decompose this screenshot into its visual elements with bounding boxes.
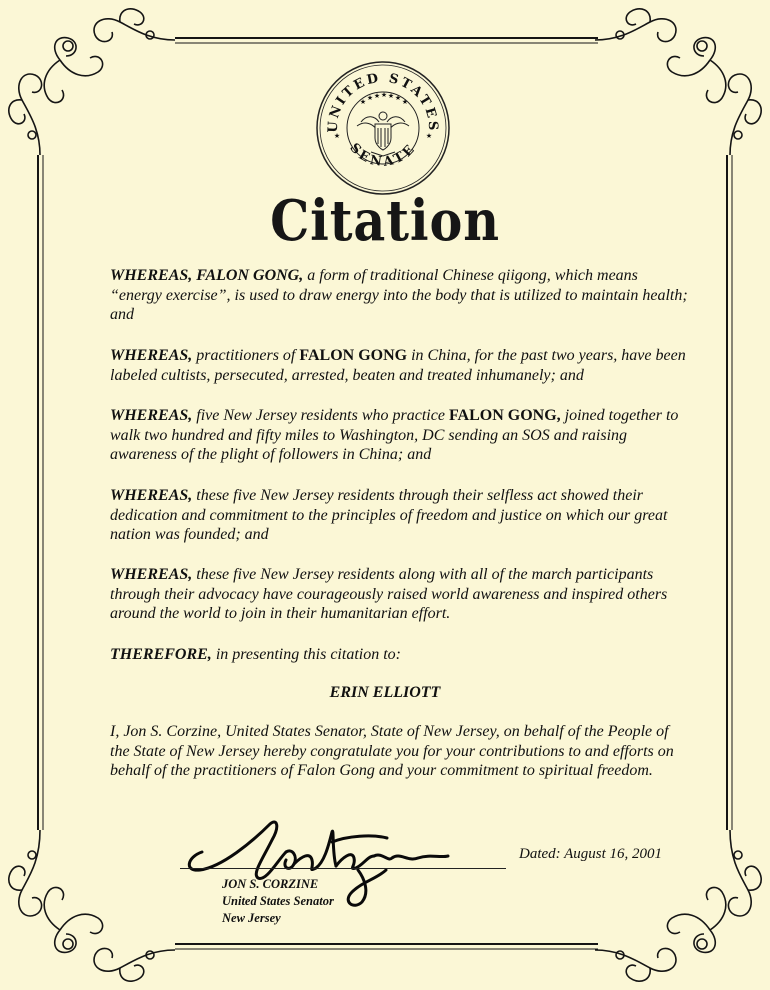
paragraph-text: joined together to walk two hundred and fifty miles to Washington, DC sending an SOS and raising awareness of the plight of followers in China; and [110, 407, 679, 463]
svg-text:★: ★ [359, 98, 367, 106]
recipient-name: ERIN ELLIOTT [329, 684, 441, 701]
therefore-paragraph [110, 645, 690, 665]
paragraph-lead: WHEREAS, [110, 407, 193, 424]
signer-state: New Jersey [222, 911, 281, 925]
paragraph-text: practitioners of [192, 347, 300, 364]
paragraph-text: in China, for the past two years, have been labeled cultists, persecuted, arrested, beaten and treated inhumanely; and [110, 347, 686, 384]
paragraph-lead: WHEREAS, [110, 347, 193, 364]
page-title: Citation [270, 188, 500, 254]
whereas-paragraph-1 [110, 266, 690, 325]
svg-text:★: ★ [387, 92, 395, 100]
svg-text:★: ★ [366, 94, 374, 102]
seal-top-text: UNITED STATES [325, 70, 441, 134]
paragraph-text: these five New Jersey residents through their selfless act showed their dedication and commitment to the principles of freedom and justice on which our great nation was founded; and [110, 487, 668, 543]
svg-text:★: ★ [394, 94, 402, 102]
paragraph-lead: WHEREAS, FALON GONG, [110, 267, 304, 284]
paragraph-text: I, Jon S. Corzine, United States Senator, State of New Jersey, on behalf of the People of the State of New Jersey hereby congratulate you for your contributions to and efforts on behalf of the practitioners of Falon Gong and your commitment to spiritual freedom. [110, 723, 674, 779]
whereas-paragraph-3 [110, 406, 690, 465]
svg-text:★: ★ [333, 132, 341, 140]
svg-text:★: ★ [380, 91, 388, 99]
dated-text: Dated: August 16, 2001 [519, 846, 663, 862]
paragraph-lead: WHEREAS, [110, 487, 193, 504]
paragraph-text: these five New Jersey residents along with all of the march participants through their advocacy have courageously raised world awareness and inspired others around the world to join in their humanitarian effort. [110, 566, 668, 622]
signer-name: JON S. CORZINE [222, 877, 319, 891]
paragraph-emphasis: FALON GONG, [448, 407, 561, 424]
signature-line [180, 868, 506, 869]
whereas-paragraph-4 [110, 486, 690, 545]
paragraph-lead: WHEREAS, [110, 566, 193, 583]
paragraph-text: in presenting this citation to: [211, 646, 401, 663]
signer-title: United States Senator [222, 894, 334, 908]
signature-block [222, 876, 334, 927]
paragraph-lead: THEREFORE, [110, 646, 212, 663]
whereas-paragraph-5 [110, 565, 690, 624]
whereas-paragraph-2 [110, 346, 690, 385]
paragraph-emphasis: FALON GONG [299, 347, 408, 364]
senate-seal [315, 60, 451, 196]
paragraph-text: a form of traditional Chinese qiigong, which means “energy exercise”, is used to draw energy into the body that is utilized to maintain health; and [110, 267, 688, 323]
seal-bottom-text: SENATE [346, 140, 420, 171]
svg-text:★: ★ [401, 98, 409, 106]
paragraph-text: five New Jersey residents who practice [192, 407, 449, 424]
declaration-paragraph [110, 722, 690, 781]
svg-text:★: ★ [425, 132, 433, 140]
svg-text:★: ★ [373, 92, 381, 100]
